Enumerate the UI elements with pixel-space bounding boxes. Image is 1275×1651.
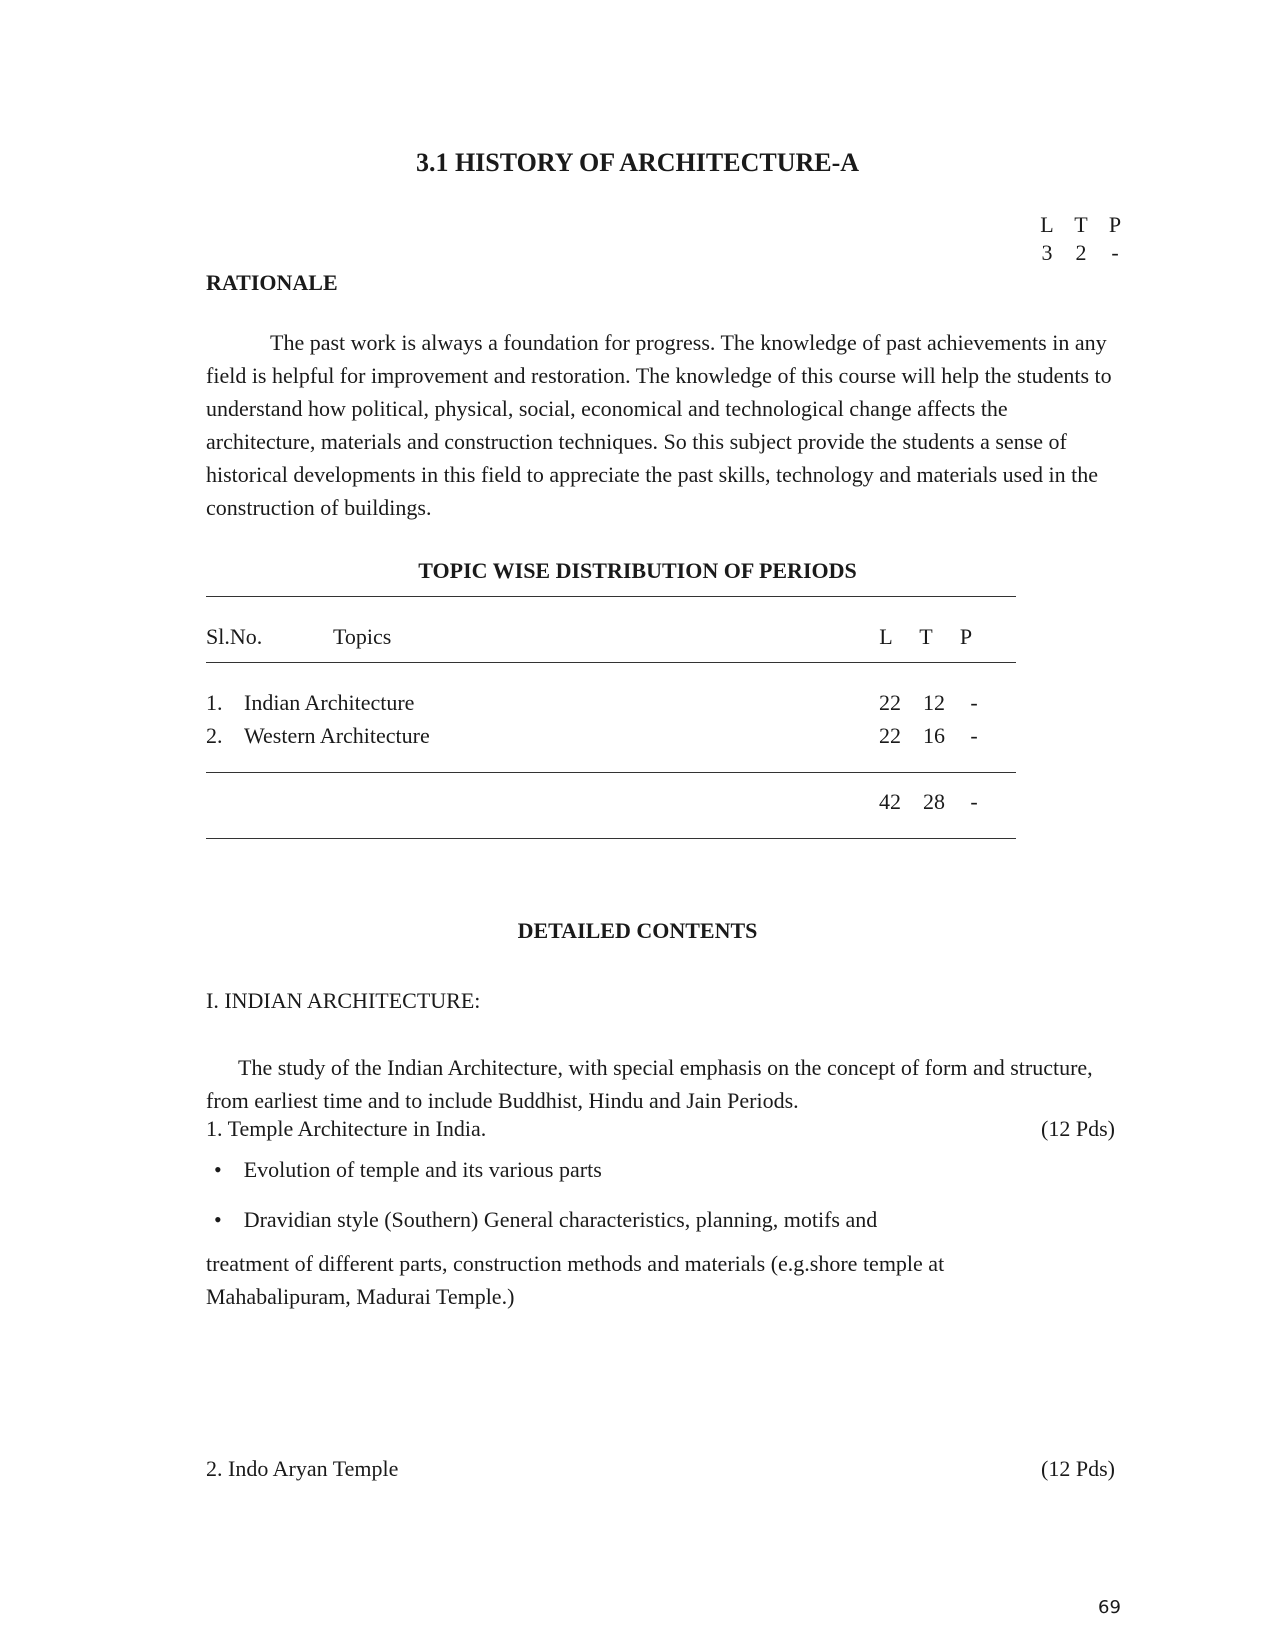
total-t: 28 [923,789,945,814]
row-t: 16 [923,723,945,748]
ltp-t-label: T [1074,212,1088,237]
item-2-label: 2. Indo Aryan Temple [206,1456,399,1481]
item-1-periods: (12 Pds) [1041,1116,1115,1141]
total-l: 42 [879,789,901,814]
item-1-label: 1. Temple Architecture in India. [206,1116,487,1141]
row-number: 1. [206,690,223,715]
ltp-header [1030,212,1132,238]
row-l: 22 [879,723,901,748]
distribution-heading: TOPIC WISE DISTRIBUTION OF PERIODS [418,558,857,583]
row-topic: Western Architecture [244,723,430,748]
row-l: 22 [879,690,901,715]
bullet-icon: • [214,1157,222,1182]
table-rule-bottom [206,838,1016,839]
row-number: 2. [206,723,223,748]
section-intro [206,1051,1121,1117]
bullet-2-continuation: treatment of different parts, construction methods and materials (e.g.shore temple at Mahabalipuram, Madurai Temple.) [206,1251,945,1309]
col-l-header: L [879,624,893,649]
bullet-icon: • [214,1207,222,1232]
section-heading: I. INDIAN ARCHITECTURE: [206,988,481,1013]
col-p-header: P [959,624,973,649]
col-t-header: T [919,624,933,649]
detailed-contents-heading: DETAILED CONTENTS [517,918,758,943]
bullet-1 [214,1157,602,1183]
table-rule-total [206,772,1016,773]
row-t: 12 [923,690,945,715]
row-p: - [970,723,978,748]
bullet-1-text: Evolution of temple and its various parts [243,1157,602,1182]
ltp-values [1030,240,1132,266]
col-slno-header: Sl.No. [206,624,263,649]
row-topic: Indian Architecture [244,690,415,715]
page-title: 3.1 HISTORY OF ARCHITECTURE-A [415,148,860,177]
bullet-2 [214,1207,877,1233]
rationale-paragraph [206,326,1121,524]
page-number: 69 [1098,1597,1121,1618]
table-rule-top [206,596,1016,597]
total-p: - [970,789,978,814]
item-2-periods: (12 Pds) [1041,1456,1115,1481]
col-topics-header: Topics [333,624,392,649]
ltp-p-value: - [1111,240,1119,265]
ltp-l-label: L [1040,212,1054,237]
rationale-text: The past work is always a foundation for progress. The knowledge of past achievements in any field is helpful for improvement and restoration. The knowledge of this course will help the students to understand how political, physical, social, economical and technological change affects the architecture, materials and construction techniques. So this subject provide the students a sense of historical developments in this field to appreciate the past skills, technology and materials used in the construction of buildings. [206,330,1112,520]
table-rule-header [206,662,1016,663]
rationale-heading: RATIONALE [206,270,338,295]
row-p: - [970,690,978,715]
section-intro-text: The study of the Indian Architecture, with special emphasis on the concept of form and structure, from earliest time and to include Buddhist, Hindu and Jain Periods. [206,1055,1093,1113]
ltp-p-label: P [1108,212,1122,237]
ltp-l-value: 3 [1041,240,1053,265]
ltp-t-value: 2 [1075,240,1087,265]
bullet-2-text: Dravidian style (Southern) General characteristics, planning, motifs and [243,1207,878,1232]
